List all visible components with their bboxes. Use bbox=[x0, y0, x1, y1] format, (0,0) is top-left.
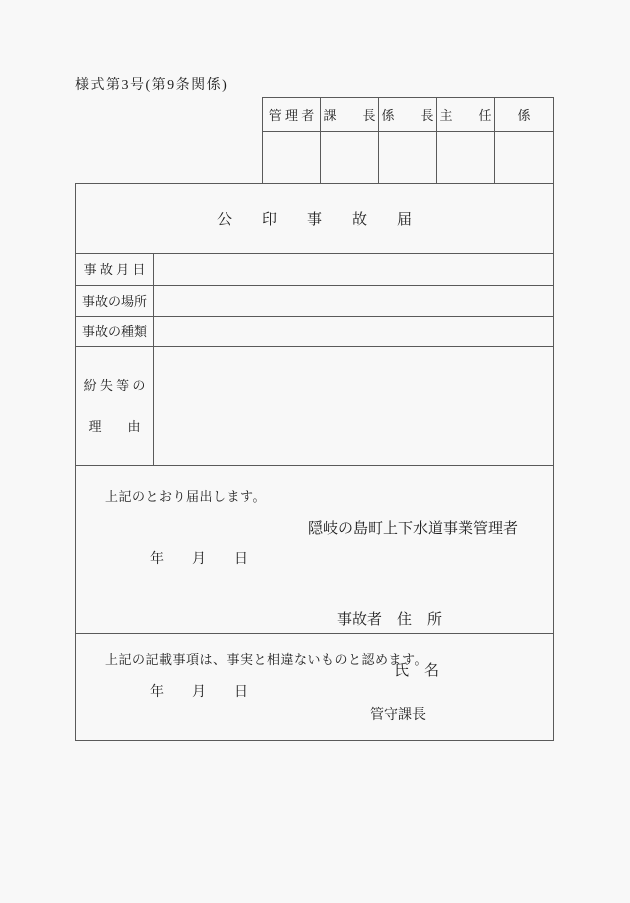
report-date-line: 年 月 日 bbox=[150, 552, 248, 567]
acknowledgement-section bbox=[76, 634, 553, 740]
stamp-cell-section-chief bbox=[321, 132, 379, 183]
form-number: 様式第3号(第9条関係) bbox=[75, 78, 229, 93]
stamp-cell-subsection-chief bbox=[379, 132, 437, 183]
accident-date-value bbox=[154, 254, 553, 285]
reporter-name-line: 氏 名 bbox=[394, 663, 440, 679]
stamp-cell-staff bbox=[495, 132, 553, 183]
form-title: 公 印 事 故 届 bbox=[76, 184, 553, 254]
acknowledgement-date-line: 年 月 日 bbox=[150, 685, 248, 700]
accident-report-form bbox=[75, 183, 554, 741]
accident-date-label: 事 故 月 日 bbox=[76, 254, 154, 285]
authority-name: 隠岐の島町上下水道事業管理者 bbox=[308, 521, 519, 537]
loss-reason-value bbox=[154, 347, 553, 465]
loss-reason-label bbox=[76, 347, 154, 465]
approval-column-staff: 係 bbox=[495, 98, 553, 132]
approval-column-senior-staff: 主 任 bbox=[437, 98, 495, 132]
loss-reason-label-line2: 理 由 bbox=[88, 419, 141, 434]
accident-place-label: 事故の場所 bbox=[76, 286, 154, 316]
row-accident-date bbox=[76, 254, 553, 286]
stamp-cell-manager bbox=[263, 132, 321, 183]
approval-stamp-table bbox=[262, 97, 554, 184]
custodian-section-chief-label: 管守課長 bbox=[370, 708, 426, 723]
report-statement: 上記のとおり届出します。 bbox=[105, 489, 266, 504]
row-accident-kind bbox=[76, 317, 553, 347]
acknowledgement-statement: 上記の記載事項は、事実と相違ないものと認めます。 bbox=[105, 652, 428, 667]
approval-column-manager: 管 理 者 bbox=[263, 98, 321, 132]
approval-column-section-chief: 課 長 bbox=[321, 98, 379, 132]
accident-kind-value bbox=[154, 317, 553, 346]
approval-column-subsection-chief: 係 長 bbox=[379, 98, 437, 132]
loss-reason-label-line1: 紛 失 等 の bbox=[83, 378, 146, 393]
accident-place-value bbox=[154, 286, 553, 316]
reporter-address-line: 事故者 住 所 bbox=[337, 612, 443, 628]
stamp-cell-senior-staff bbox=[437, 132, 495, 183]
row-loss-reason bbox=[76, 347, 553, 466]
row-accident-place bbox=[76, 286, 553, 317]
accident-kind-label: 事故の種類 bbox=[76, 317, 154, 346]
